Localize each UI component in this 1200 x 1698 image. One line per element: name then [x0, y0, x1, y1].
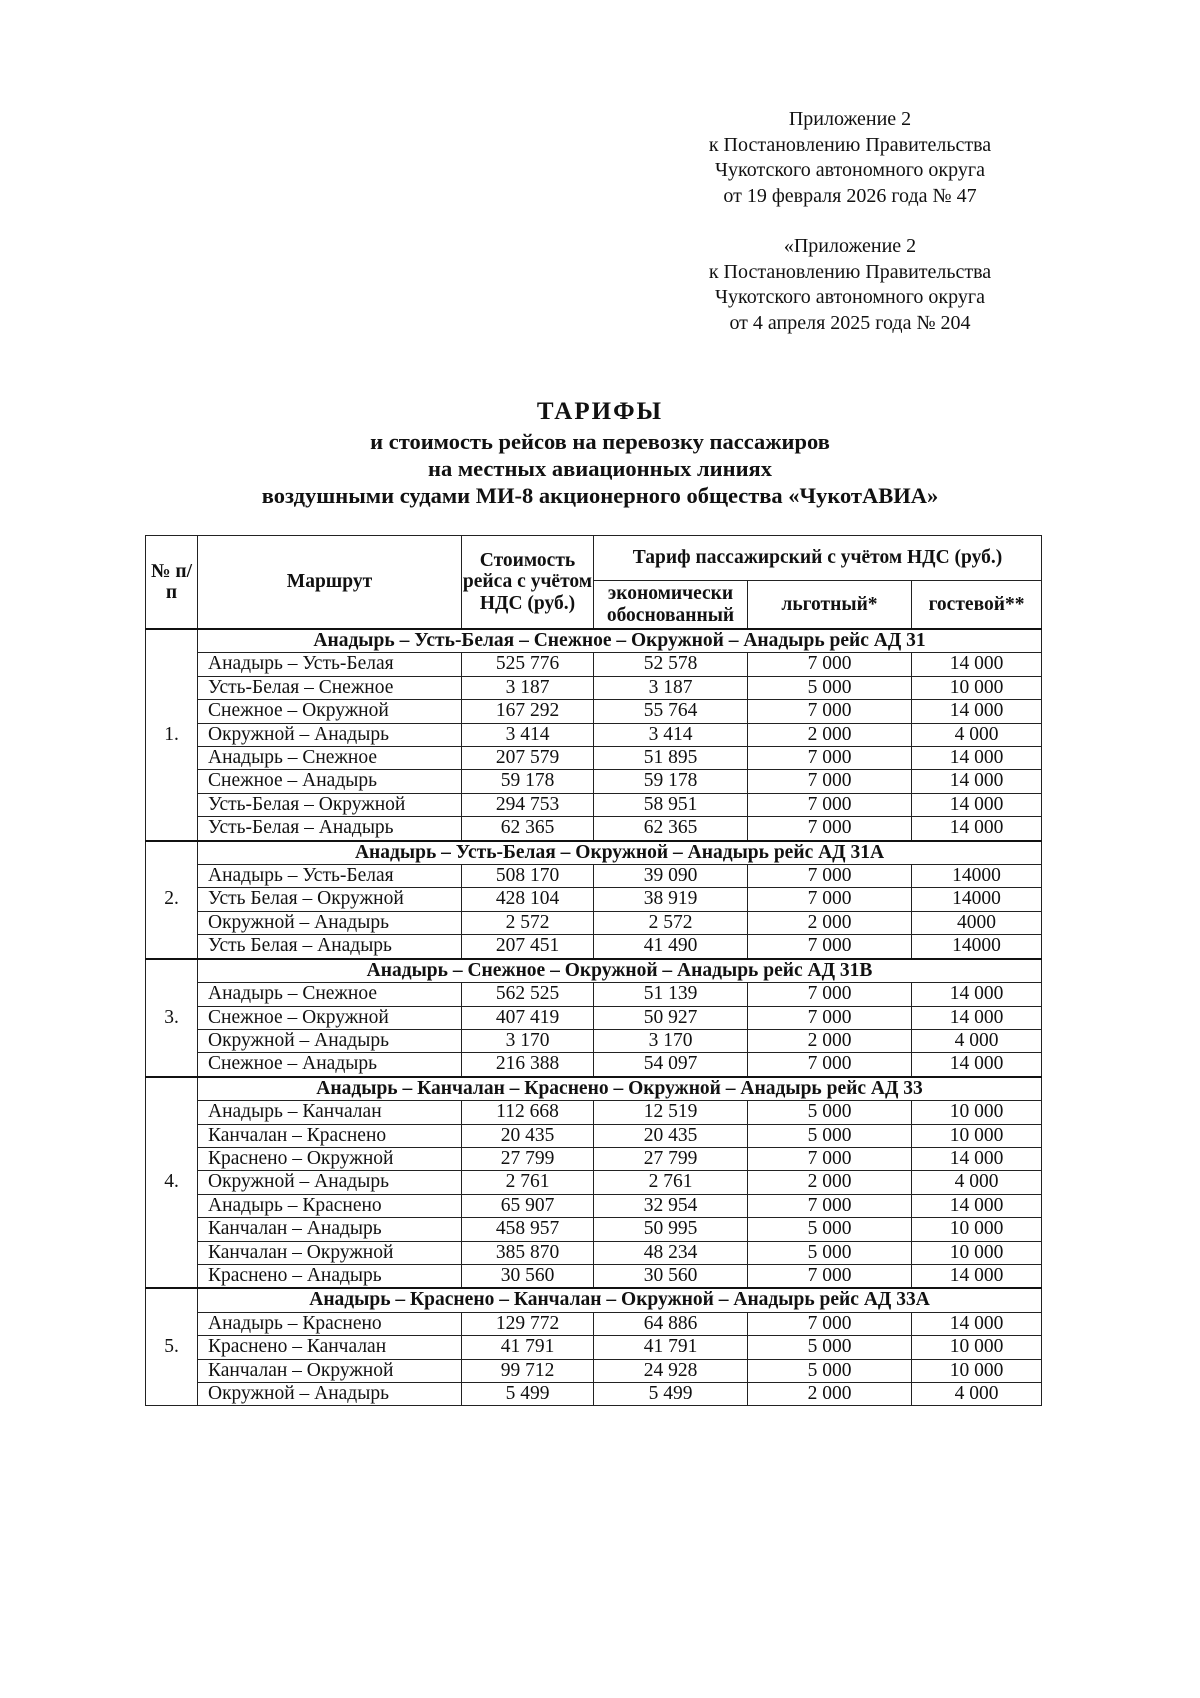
flight-cost: 5 499 [462, 1383, 594, 1406]
econ-tariff: 64 886 [594, 1312, 748, 1335]
appendix-line: к Постановлению Правительства [708, 133, 992, 156]
flight-cost: 407 419 [462, 1006, 594, 1029]
benefit-tariff: 2 000 [748, 723, 912, 746]
appendix-line: «Приложение 2 [783, 235, 917, 257]
group-title: Анадырь – Канчалан – Краснено – Окружной – Анадырь рейс АД 33 [198, 1077, 1042, 1101]
econ-tariff: 2 761 [594, 1171, 748, 1194]
guest-tariff: 14 000 [912, 1147, 1042, 1170]
group-title: Анадырь – Снежное – Окружной – Анадырь рейс АД 31В [198, 959, 1042, 983]
table-row [146, 723, 1042, 746]
title-line: на местных авиационных линиях [428, 456, 772, 481]
tariffs-table [145, 535, 1042, 1406]
benefit-tariff: 7 000 [748, 793, 912, 816]
benefit-tariff: 7 000 [748, 935, 912, 959]
group-title: Анадырь – Усть-Белая – Снежное – Окружной – Анадырь рейс АД 31 [198, 629, 1042, 653]
route-group-title-row [146, 1288, 1042, 1312]
flight-cost: 3 187 [462, 676, 594, 699]
title-main: ТАРИФЫ [536, 398, 664, 425]
benefit-tariff: 7 000 [748, 653, 912, 676]
econ-tariff: 58 951 [594, 793, 748, 816]
benefit-tariff: 7 000 [748, 983, 912, 1006]
econ-tariff: 50 927 [594, 1006, 748, 1029]
appendix-line: Чукотского автономного округа [715, 159, 985, 181]
route-name: Канчалан – Окружной [198, 1359, 462, 1382]
econ-tariff: 41 791 [594, 1336, 748, 1359]
guest-tariff: 14000 [912, 935, 1042, 959]
econ-tariff: 3 187 [594, 676, 748, 699]
title-line: и стоимость рейсов на перевозку пассажиров [370, 429, 830, 454]
table-row [146, 1312, 1042, 1335]
group-number: 2. [146, 841, 198, 959]
benefit-tariff: 5 000 [748, 1218, 912, 1241]
econ-tariff: 30 560 [594, 1264, 748, 1288]
header-benefit: льготный* [748, 581, 912, 629]
flight-cost: 2 572 [462, 911, 594, 934]
header-econ: экономически обоснованный [594, 581, 748, 629]
table-header [146, 536, 1042, 630]
guest-tariff: 14 000 [912, 747, 1042, 770]
benefit-tariff: 7 000 [748, 747, 912, 770]
route-group-title-row [146, 959, 1042, 983]
header-route: Маршрут [198, 536, 462, 630]
route-name: Снежное – Окружной [198, 1006, 462, 1029]
benefit-tariff: 7 000 [748, 1312, 912, 1335]
group-number: 5. [146, 1288, 198, 1406]
benefit-tariff: 7 000 [748, 1147, 912, 1170]
table-row [146, 1124, 1042, 1147]
table-row [146, 1264, 1042, 1288]
table-row [146, 1006, 1042, 1029]
flight-cost: 3 170 [462, 1029, 594, 1052]
route-group-title-row [146, 629, 1042, 653]
table-row [146, 888, 1042, 911]
guest-tariff: 14 000 [912, 817, 1042, 841]
flight-cost: 2 761 [462, 1171, 594, 1194]
route-name: Краснено – Окружной [198, 1147, 462, 1170]
flight-cost: 129 772 [462, 1312, 594, 1335]
econ-tariff: 27 799 [594, 1147, 748, 1170]
guest-tariff: 14 000 [912, 793, 1042, 816]
table-row [146, 1336, 1042, 1359]
route-name: Анадырь – Канчалан [198, 1101, 462, 1124]
route-name: Анадырь – Усть-Белая [198, 865, 462, 888]
table-row [146, 983, 1042, 1006]
route-name: Анадырь – Снежное [198, 983, 462, 1006]
table-row [146, 1147, 1042, 1170]
title-line: воздушными судами МИ-8 акционерного общества «ЧукотАВИА» [261, 483, 939, 508]
guest-tariff: 10 000 [912, 1336, 1042, 1359]
econ-tariff: 62 365 [594, 817, 748, 841]
benefit-tariff: 5 000 [748, 1359, 912, 1382]
benefit-tariff: 5 000 [748, 1101, 912, 1124]
header-cost: Стоимость рейса с учётом НДС (руб.) [462, 536, 594, 630]
flight-cost: 99 712 [462, 1359, 594, 1382]
group-title: Анадырь – Усть-Белая – Окружной – Анадырь рейс АД 31А [198, 841, 1042, 865]
group-number: 3. [146, 959, 198, 1077]
flight-cost: 428 104 [462, 888, 594, 911]
route-name: Усть-Белая – Снежное [198, 676, 462, 699]
flight-cost: 508 170 [462, 865, 594, 888]
table-row [146, 1241, 1042, 1264]
benefit-tariff: 7 000 [748, 1053, 912, 1077]
econ-tariff: 3 170 [594, 1029, 748, 1052]
appendix-line: к Постановлению Правительства [708, 260, 992, 283]
table-row [146, 676, 1042, 699]
guest-tariff: 4 000 [912, 1383, 1042, 1406]
econ-tariff: 51 139 [594, 983, 748, 1006]
econ-tariff: 32 954 [594, 1194, 748, 1217]
benefit-tariff: 7 000 [748, 1006, 912, 1029]
guest-tariff: 4 000 [912, 1029, 1042, 1052]
table-row [146, 1194, 1042, 1217]
table-row [146, 1101, 1042, 1124]
econ-tariff: 50 995 [594, 1218, 748, 1241]
econ-tariff: 54 097 [594, 1053, 748, 1077]
guest-tariff: 10 000 [912, 1359, 1042, 1382]
route-name: Снежное – Окружной [198, 700, 462, 723]
table-row [146, 1383, 1042, 1406]
flight-cost: 41 791 [462, 1336, 594, 1359]
table-row [146, 747, 1042, 770]
group-number: 4. [146, 1077, 198, 1289]
guest-tariff: 14000 [912, 865, 1042, 888]
guest-tariff: 10 000 [912, 1218, 1042, 1241]
route-name: Окружной – Анадырь [198, 1383, 462, 1406]
econ-tariff: 48 234 [594, 1241, 748, 1264]
table-row [146, 793, 1042, 816]
guest-tariff: 14 000 [912, 1312, 1042, 1335]
flight-cost: 207 451 [462, 935, 594, 959]
document-title [0, 396, 1200, 509]
appendix-line: Приложение 2 [788, 108, 912, 130]
benefit-tariff: 7 000 [748, 770, 912, 793]
flight-cost: 65 907 [462, 1194, 594, 1217]
guest-tariff: 10 000 [912, 1241, 1042, 1264]
flight-cost: 27 799 [462, 1147, 594, 1170]
header-num: № п/п [146, 536, 198, 630]
route-name: Анадырь – Снежное [198, 747, 462, 770]
guest-tariff: 10 000 [912, 676, 1042, 699]
flight-cost: 30 560 [462, 1264, 594, 1288]
benefit-tariff: 2 000 [748, 1383, 912, 1406]
flight-cost: 294 753 [462, 793, 594, 816]
benefit-tariff: 7 000 [748, 700, 912, 723]
econ-tariff: 52 578 [594, 653, 748, 676]
appendix-line: от 19 февраля 2026 года № 47 [723, 184, 977, 207]
group-number: 1. [146, 629, 198, 841]
flight-cost: 458 957 [462, 1218, 594, 1241]
flight-cost: 59 178 [462, 770, 594, 793]
benefit-tariff: 7 000 [748, 1194, 912, 1217]
benefit-tariff: 7 000 [748, 1264, 912, 1288]
route-name: Краснено – Канчалан [198, 1336, 462, 1359]
route-name: Усть-Белая – Анадырь [198, 817, 462, 841]
table-row [146, 1029, 1042, 1052]
econ-tariff: 55 764 [594, 700, 748, 723]
benefit-tariff: 7 000 [748, 817, 912, 841]
route-name: Канчалан – Краснено [198, 1124, 462, 1147]
guest-tariff: 10 000 [912, 1101, 1042, 1124]
econ-tariff: 41 490 [594, 935, 748, 959]
header-tariff-group: Тариф пассажирский с учётом НДС (руб.) [594, 536, 1042, 581]
flight-cost: 112 668 [462, 1101, 594, 1124]
route-group-title-row [146, 841, 1042, 865]
group-title: Анадырь – Краснено – Канчалан – Окружной – Анадырь рейс АД 33А [198, 1288, 1042, 1312]
route-name: Усть Белая – Окружной [198, 888, 462, 911]
route-name: Окружной – Анадырь [198, 723, 462, 746]
table-row [146, 911, 1042, 934]
appendix-line: Чукотского автономного округа [715, 286, 985, 308]
guest-tariff: 14 000 [912, 653, 1042, 676]
flight-cost: 207 579 [462, 747, 594, 770]
econ-tariff: 12 519 [594, 1101, 748, 1124]
table-row [146, 653, 1042, 676]
table-row [146, 935, 1042, 959]
guest-tariff: 4 000 [912, 1171, 1042, 1194]
route-name: Усть Белая – Анадырь [198, 935, 462, 959]
benefit-tariff: 2 000 [748, 911, 912, 934]
flight-cost: 216 388 [462, 1053, 594, 1077]
econ-tariff: 5 499 [594, 1383, 748, 1406]
table-row [146, 1359, 1042, 1382]
route-name: Краснено – Анадырь [198, 1264, 462, 1288]
flight-cost: 62 365 [462, 817, 594, 841]
benefit-tariff: 7 000 [748, 888, 912, 911]
guest-tariff: 10 000 [912, 1124, 1042, 1147]
flight-cost: 385 870 [462, 1241, 594, 1264]
flight-cost: 20 435 [462, 1124, 594, 1147]
guest-tariff: 14 000 [912, 1264, 1042, 1288]
table-row [146, 770, 1042, 793]
guest-tariff: 4000 [912, 911, 1042, 934]
benefit-tariff: 7 000 [748, 865, 912, 888]
table-row [146, 700, 1042, 723]
route-name: Снежное – Анадырь [198, 1053, 462, 1077]
route-name: Снежное – Анадырь [198, 770, 462, 793]
benefit-tariff: 5 000 [748, 1336, 912, 1359]
guest-tariff: 14 000 [912, 1194, 1042, 1217]
econ-tariff: 38 919 [594, 888, 748, 911]
benefit-tariff: 5 000 [748, 676, 912, 699]
benefit-tariff: 2 000 [748, 1171, 912, 1194]
econ-tariff: 51 895 [594, 747, 748, 770]
route-name: Окружной – Анадырь [198, 1029, 462, 1052]
route-name: Усть-Белая – Окружной [198, 793, 462, 816]
guest-tariff: 14 000 [912, 1053, 1042, 1077]
guest-tariff: 14 000 [912, 770, 1042, 793]
guest-tariff: 14 000 [912, 700, 1042, 723]
appendix-current-reference [640, 107, 1060, 209]
econ-tariff: 24 928 [594, 1359, 748, 1382]
guest-tariff: 14 000 [912, 1006, 1042, 1029]
table-row [146, 1053, 1042, 1077]
table-body [146, 629, 1042, 1406]
table-row [146, 865, 1042, 888]
route-name: Окружной – Анадырь [198, 911, 462, 934]
econ-tariff: 59 178 [594, 770, 748, 793]
flight-cost: 3 414 [462, 723, 594, 746]
route-name: Анадырь – Краснено [198, 1194, 462, 1217]
table-row [146, 1171, 1042, 1194]
guest-tariff: 14000 [912, 888, 1042, 911]
benefit-tariff: 2 000 [748, 1029, 912, 1052]
route-name: Канчалан – Окружной [198, 1241, 462, 1264]
flight-cost: 167 292 [462, 700, 594, 723]
route-group-title-row [146, 1077, 1042, 1101]
header-guest: гостевой** [912, 581, 1042, 629]
econ-tariff: 20 435 [594, 1124, 748, 1147]
econ-tariff: 39 090 [594, 865, 748, 888]
econ-tariff: 3 414 [594, 723, 748, 746]
guest-tariff: 14 000 [912, 983, 1042, 1006]
route-name: Анадырь – Усть-Белая [198, 653, 462, 676]
route-name: Канчалан – Анадырь [198, 1218, 462, 1241]
table-row [146, 1218, 1042, 1241]
guest-tariff: 4 000 [912, 723, 1042, 746]
econ-tariff: 2 572 [594, 911, 748, 934]
route-name: Окружной – Анадырь [198, 1171, 462, 1194]
table-row [146, 817, 1042, 841]
appendix-line: от 4 апреля 2025 года № 204 [729, 311, 971, 334]
benefit-tariff: 5 000 [748, 1124, 912, 1147]
benefit-tariff: 5 000 [748, 1241, 912, 1264]
flight-cost: 525 776 [462, 653, 594, 676]
appendix-amended-reference [640, 234, 1060, 336]
route-name: Анадырь – Краснено [198, 1312, 462, 1335]
flight-cost: 562 525 [462, 983, 594, 1006]
